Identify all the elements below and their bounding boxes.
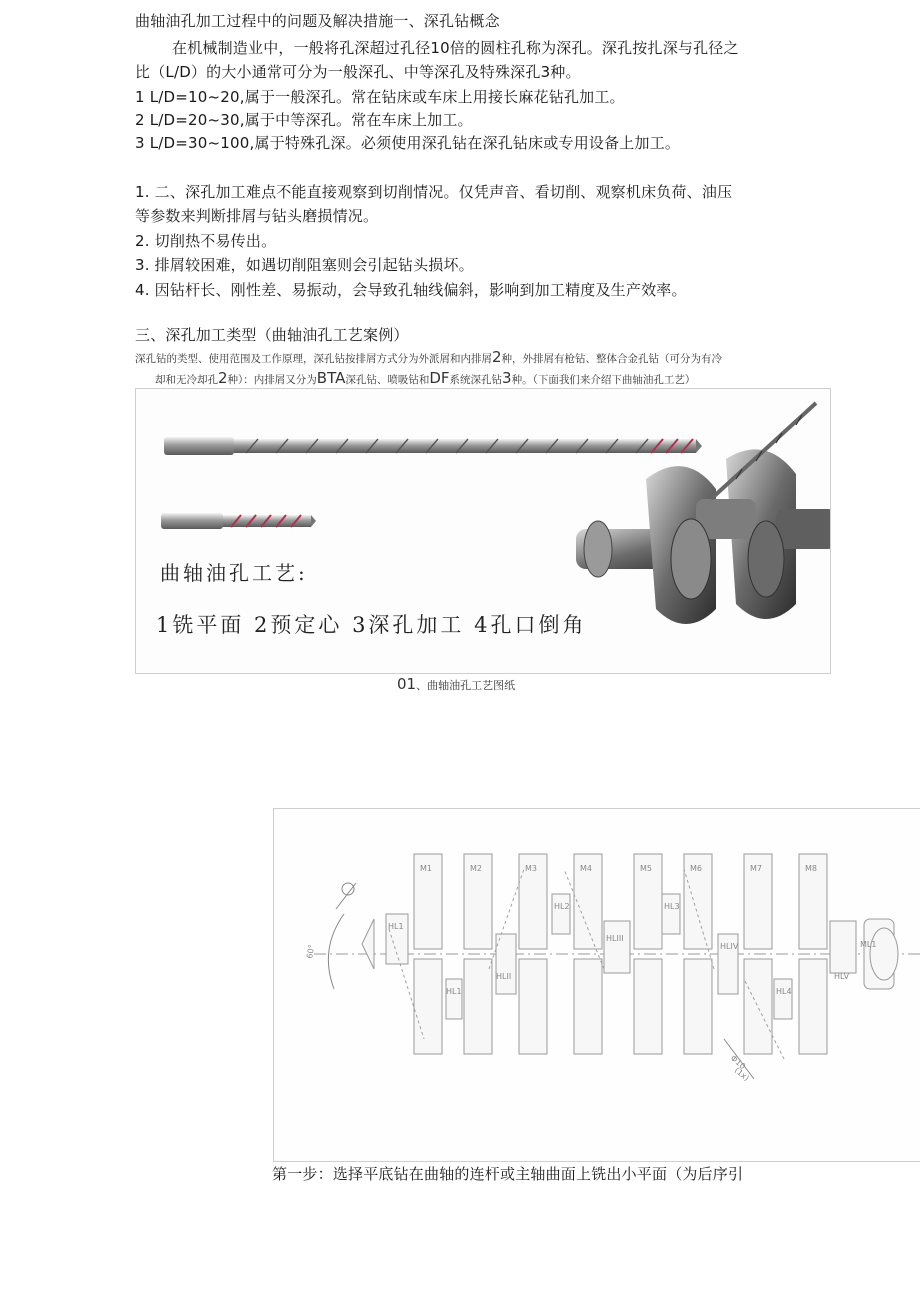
difficulty-2: 2. 切削热不易传出。 bbox=[135, 232, 277, 250]
svg-text:HL2: HL2 bbox=[554, 902, 570, 911]
crankshaft-icon bbox=[576, 403, 830, 624]
doc-title: 曲轴油孔加工过程中的问题及解决措施一、深孔钻概念 bbox=[135, 12, 500, 30]
svg-text:M6: M6 bbox=[690, 864, 702, 873]
crankshaft-drawing-icon bbox=[274, 809, 920, 1161]
short-drill-icon bbox=[161, 513, 316, 529]
figure1-caption: 01、曲轴油孔工艺图纸 bbox=[397, 675, 516, 693]
svg-text:M4: M4 bbox=[580, 864, 592, 873]
svg-text:HL3: HL3 bbox=[664, 902, 680, 911]
figure1-steps: 1铣平面 2预定心 3深孔加工 4孔口倒角 bbox=[156, 613, 587, 637]
svg-text:M8: M8 bbox=[805, 864, 817, 873]
small-text-line-1: 深孔钻的类型、使用范围及工作原理，深孔钻按排屑方式分为外派屑和内排屑2种，外排屑有枪钻、整体合金孔钻（可分为有冷 bbox=[135, 348, 723, 366]
svg-text:ML1: ML1 bbox=[860, 940, 877, 949]
difficulty-1b: 等参数来判断排屑与钻头磨损情况。 bbox=[135, 207, 379, 225]
svg-text:M5: M5 bbox=[640, 864, 652, 873]
step1-text: 第一步：选择平底钻在曲轴的连杆或主轴曲面上铣出小平面（为后序引 bbox=[272, 1165, 744, 1183]
intro-line-2: 比（L/D）的大小通常可分为一般深孔、中等深孔及特殊深孔3种。 bbox=[135, 63, 581, 81]
svg-text:60°: 60° bbox=[305, 943, 317, 960]
svg-text:HLII: HLII bbox=[496, 972, 512, 981]
svg-text:M1: M1 bbox=[420, 864, 432, 873]
figure1-heading: 曲轴油孔工艺: bbox=[160, 561, 308, 585]
svg-text:Φ10: Φ10 bbox=[728, 1053, 748, 1072]
difficulty-3: 3. 排屑较困难，如遇切削阻塞则会引起钻头损坏。 bbox=[135, 256, 474, 274]
type-item-1: 1 L/D=10~20,属于一般深孔。常在钻床或车床上用接长麻花钻孔加工。 bbox=[135, 88, 625, 106]
difficulty-1a: 1. 二、深孔加工难点不能直接观察到切削情况。仅凭声音、看切削、观察机床负荷、油压 bbox=[135, 183, 733, 201]
svg-text:M2: M2 bbox=[470, 864, 482, 873]
figure-crankshaft-drawing bbox=[273, 808, 920, 1162]
svg-text:HLV: HLV bbox=[834, 972, 850, 981]
svg-text:HL1: HL1 bbox=[388, 922, 404, 931]
long-drill-icon bbox=[164, 437, 702, 455]
svg-text:M3: M3 bbox=[525, 864, 537, 873]
svg-text:M7: M7 bbox=[750, 864, 762, 873]
small-text-line-2: 却和无冷却孔2种）：内排屑又分为BTA深孔钻、喷吸钻和DF系统深孔钻3种。（下面我们来介绍下曲轴油孔工艺） bbox=[155, 369, 696, 387]
type-item-3: 3 L/D=30~100,属于特殊孔深。必须使用深孔钻在深孔钻床或专用设备上加工。 bbox=[135, 134, 681, 152]
section3-title: 三、深孔加工类型（曲轴油孔工艺案例） bbox=[135, 326, 409, 344]
type-item-2: 2 L/D=20~30,属于中等深孔。常在车床上加工。 bbox=[135, 111, 473, 129]
figure-drill-photo bbox=[135, 388, 831, 674]
svg-text:HL4: HL4 bbox=[776, 987, 792, 996]
svg-text:HLIII: HLIII bbox=[606, 934, 624, 943]
svg-text:(1x): (1x) bbox=[732, 1065, 751, 1083]
difficulty-4: 4. 因钻杆长、刚性差、易振动，会导致孔轴线偏斜，影响到加工精度及生产效率。 bbox=[135, 281, 687, 299]
svg-text:HLIV: HLIV bbox=[720, 942, 739, 951]
svg-text:HL1: HL1 bbox=[446, 987, 462, 996]
intro-line-1: 在机械制造业中，一般将孔深超过孔径10倍的圆柱孔称为深孔。深孔按扎深与孔径之 bbox=[172, 39, 739, 57]
